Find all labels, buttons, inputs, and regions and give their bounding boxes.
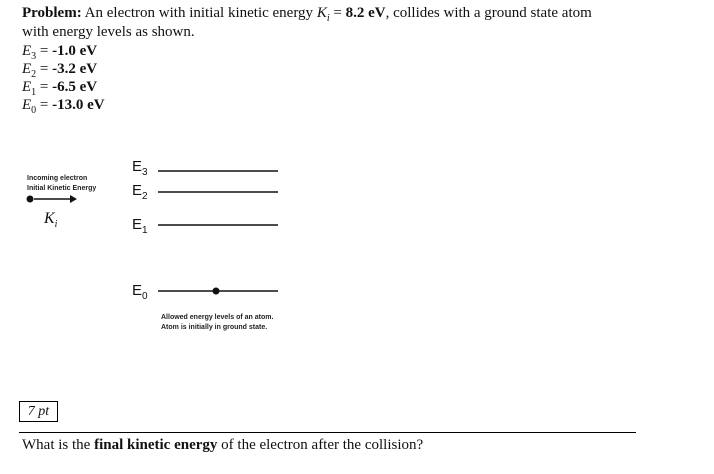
- problem-statement-line1: [22, 5, 592, 24]
- level-e2-line: [22, 61, 97, 80]
- level-value: -3.2 eV: [52, 61, 98, 77]
- incoming-electron-arrow-icon: [20, 192, 80, 206]
- level-symbol: E: [22, 43, 32, 59]
- caption-allowed-levels: Allowed energy levels of an atom.: [161, 314, 274, 321]
- level-e0-line: [22, 97, 105, 116]
- level-symbol: E: [22, 61, 32, 77]
- caption-ground-state: Atom is initially in ground state.: [161, 324, 268, 331]
- level-value: -1.0 eV: [52, 43, 98, 59]
- question-before: What is the: [22, 437, 95, 453]
- question-text: [22, 437, 423, 454]
- level-symbol: E: [22, 79, 32, 95]
- problem-statement-line2: with energy levels as shown.: [22, 24, 195, 40]
- level-eq: =: [36, 43, 53, 59]
- diagram-label-e3: [132, 158, 148, 178]
- level-sub: 2: [31, 69, 37, 80]
- diagram-ki-label: [44, 210, 57, 230]
- diagram-level-sub: 3: [142, 167, 148, 178]
- electron-dot: [27, 196, 34, 203]
- diagram-ki-symbol: K: [44, 210, 55, 227]
- divider: [19, 432, 636, 433]
- diagram-level-symbol: E: [132, 282, 143, 299]
- diagram-level-symbol: E: [132, 158, 143, 175]
- problem-text-before: An electron with initial kinetic energy: [84, 5, 317, 21]
- diagram-level-symbol: E: [132, 216, 143, 233]
- level-symbol: E: [22, 97, 32, 113]
- level-e3-line: [22, 43, 97, 62]
- energy-level-lines: [150, 160, 285, 300]
- ground-state-electron-dot: [213, 288, 220, 295]
- level-sub: 3: [31, 51, 37, 62]
- problem-text-after: , collides with a ground state atom: [385, 5, 592, 21]
- diagram-level-symbol: E: [132, 182, 143, 199]
- diagram-label-e1: [132, 216, 148, 236]
- diagram-ki-sub: i: [54, 219, 58, 231]
- level-value: -13.0 eV: [52, 97, 105, 113]
- ki-value: 8.2 eV: [345, 5, 386, 21]
- diagram-label-e0: [132, 282, 148, 302]
- level-eq: =: [36, 97, 53, 113]
- level-sub: 0: [31, 105, 37, 116]
- diagram-level-sub: 2: [142, 191, 148, 202]
- level-eq: =: [36, 79, 53, 95]
- question-after: of the electron after the collision?: [217, 437, 424, 453]
- diagram-level-sub: 1: [142, 225, 148, 236]
- level-value: -6.5 eV: [52, 79, 98, 95]
- initial-kinetic-energy-label: Initial Kinetic Energy: [27, 185, 97, 192]
- level-sub: 1: [31, 87, 37, 98]
- level-eq: =: [36, 61, 53, 77]
- diagram-level-sub: 0: [142, 291, 148, 302]
- level-e1-line: [22, 79, 97, 98]
- problem-label: Problem:: [22, 5, 82, 21]
- incoming-electron-label: Incoming electron: [27, 175, 88, 182]
- question-bold: final kinetic energy: [94, 437, 218, 453]
- points-badge: 7 pt: [19, 401, 58, 422]
- diagram-label-e2: [132, 182, 148, 202]
- ki-equals: =: [329, 5, 346, 21]
- ki-subscript: i: [326, 13, 330, 24]
- ki-symbol: K: [316, 5, 327, 21]
